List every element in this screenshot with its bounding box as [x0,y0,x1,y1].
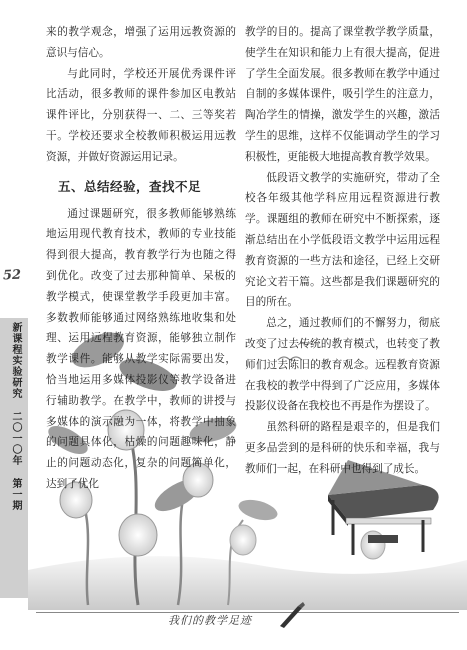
right-column [245,22,440,480]
paragraph: 低段语文教学的实施研究，带动了全校各年级其他学科应用远程资源进行教学。课题组的教师在研究中不断探索，逐渐总结出在小学低段语文教学中运用远程教育资源的一些方法和途径，已经上交研究论文若干篇。这些都是我们课题研究的目的所在。 [245,171,440,309]
left-column [46,22,236,495]
paragraph: 通过课题研究，很多教师能够熟练地运用现代教育技术，教师的专业技能得到很大提高，教育教学行为也随之得到优化。改变了过去那种简单、呆板的教学模式，使课堂教学手段更加丰富。多数教师能够通过网络熟练地收集和处理、运用远程教育资源，能够独立制作教学课件。能够从教学实际需要出发，恰当地运用多媒体投影仪等教学设备进行辅助教学。在教学中，教师的讲授与多媒体的演示融为一体，将教学中抽象的问题具体化，枯燥的问题趣味化，静止的问题动态化，复杂的问题简单化，达到了优化 [46,207,236,490]
journal-title: 新课程实验研究 二〇一〇年 第一期 [10,322,21,511]
ground-shape [28,556,467,610]
leaf [236,496,279,524]
page-number: 52 [2,267,22,284]
paragraph: 教学的目的。提高了课堂教学教学质量，使学生在知识和能力上有很大提高，促进了学生全面发展。很多教师在教学中通过自制的多媒体课件，吸引学生的注意力，陶冶学生的情操，激发学生的兴趣，激活学生的思维，这样不仅能调动学生的学习积极性，更能极大地提高教育教学效果。 [245,26,440,163]
paragraph: 虽然科研的路程是艰辛的，但是我们更多品尝到的是科研的快乐和幸福，我与教师们一起，在科研中也得到了成长。 [245,421,440,475]
paragraph: 与此同时，学校还开展优秀课件评比活动，很多教师的课件参加区电教站课件评比，分别获得一、二、三等奖若干。学校还要求全校教师积极运用远教资源，并做好资源运用记录。 [46,67,236,163]
lantern-pod [119,514,157,556]
paragraph: 来的教学观念，增强了运用远教资源的意识与信心。 [46,26,236,59]
paragraph: 总之，通过教师们的不懈努力，彻底改变了过去传统的教育模式，也转变了教师们过去陈旧的教育观念。远程教育资源在我校的教学中得到了广泛应用，多媒体投影仪设备在我校也不再是作为摆设了。 [245,317,440,413]
footer-caption: 我们的教学足迹 [168,614,252,627]
pen-icon [278,602,306,628]
sidebar [0,0,28,650]
section-heading: 五、总结经验，查找不足 [58,178,202,194]
lantern-pod [230,525,256,555]
